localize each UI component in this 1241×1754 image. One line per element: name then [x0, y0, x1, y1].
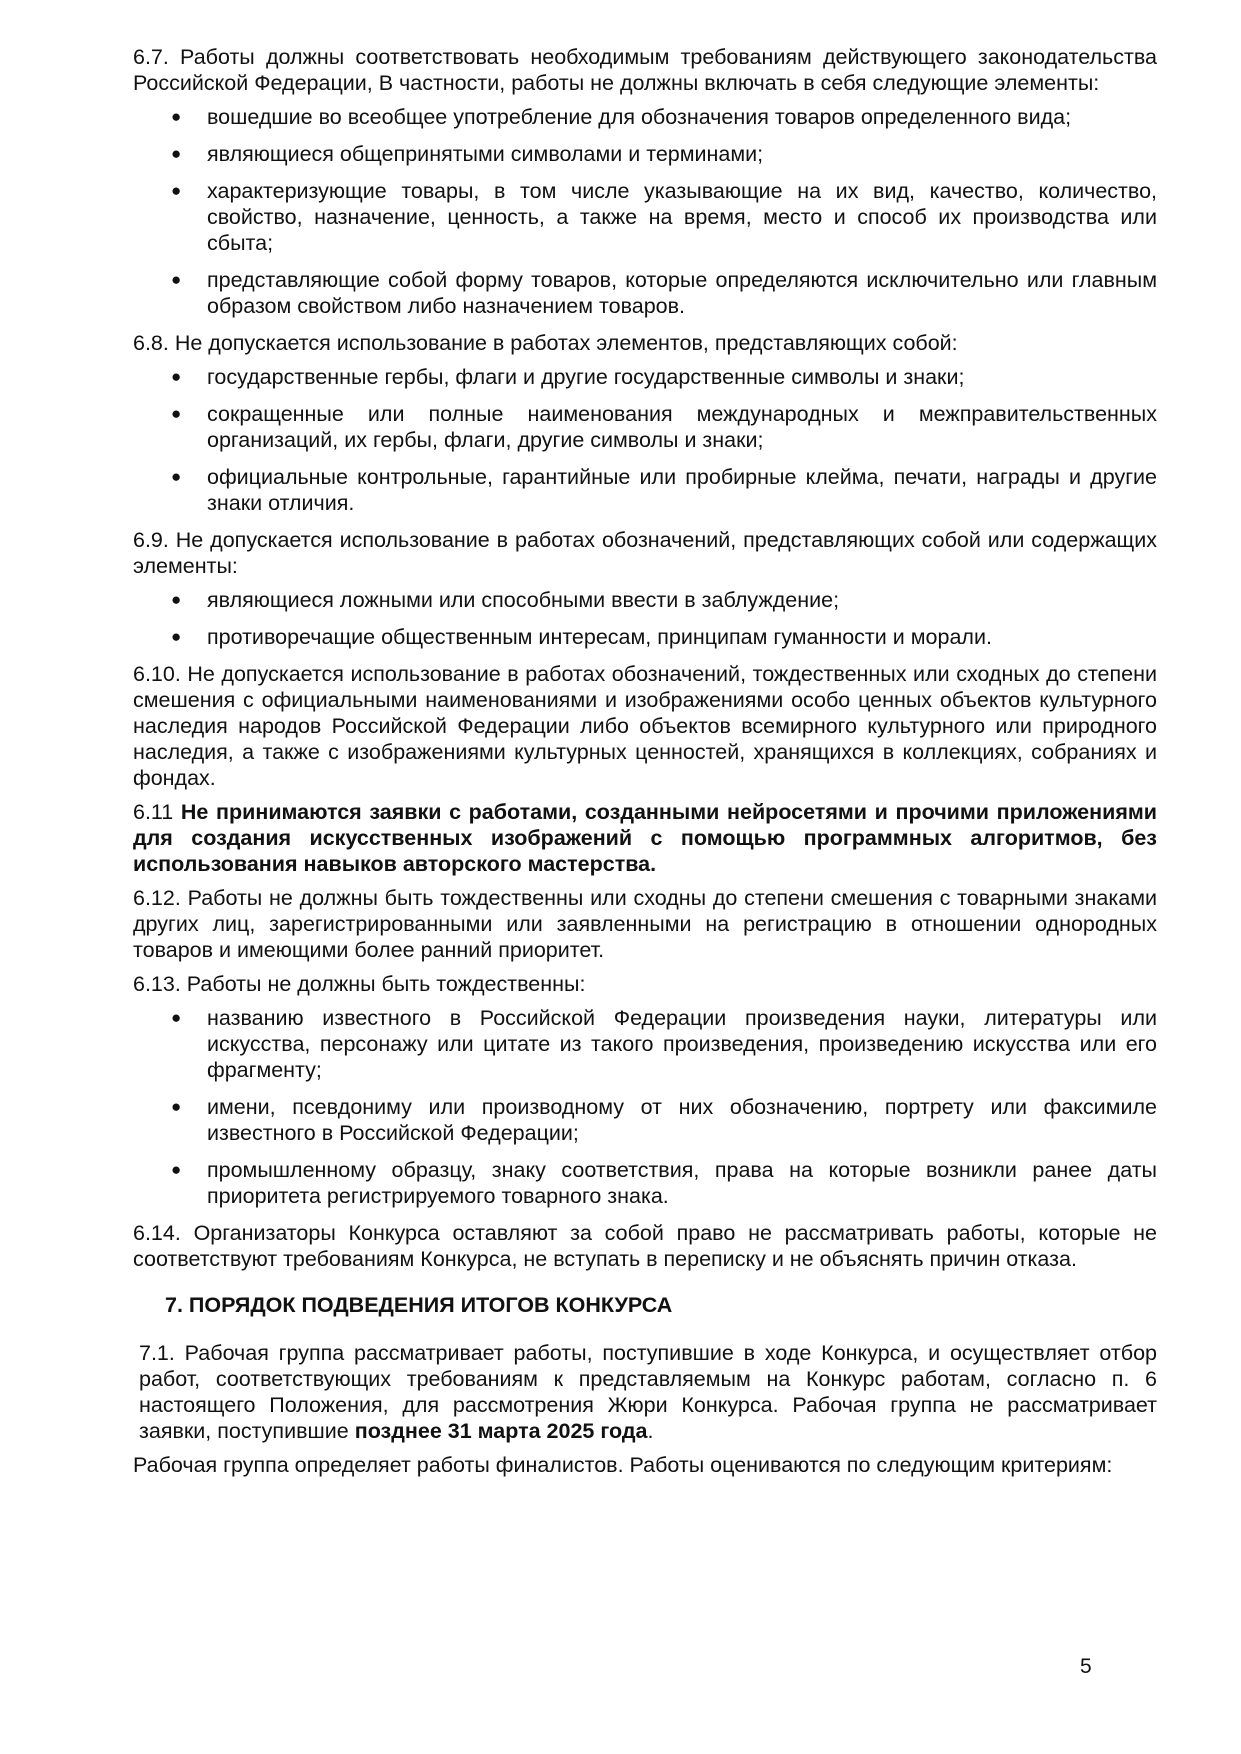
paragraph-criteria-intro: Рабочая группа определяет работы финалистов. Работы оцениваются по следующим критериям:	[133, 1453, 1113, 1477]
list-item	[133, 624, 1157, 650]
paragraph-6-14: 6.14. Организаторы Конкурса оставляют за собой право не рассматривать работы, которые не соответствуют требованиям Конкурса, не вступать в переписку и не объяснять причин отказа.	[133, 1221, 1157, 1271]
bullet-icon: ●	[171, 404, 182, 423]
list-item-text: государственные гербы, флаги и другие государственные символы и знаки;	[207, 365, 965, 389]
paragraph-6-11	[133, 799, 1157, 877]
bullet-icon: ●	[171, 1097, 182, 1116]
list-item	[133, 178, 1157, 256]
list-6-13	[133, 1005, 1157, 1209]
bullet-icon: ●	[171, 144, 182, 163]
bullet-icon: ●	[171, 270, 182, 289]
bullet-icon: ●	[171, 107, 182, 126]
paragraph-7-1	[133, 1340, 1157, 1444]
paragraph-number: 6.11	[133, 800, 174, 824]
list-item	[133, 464, 1157, 516]
list-item	[133, 141, 1157, 167]
bullet-icon: ●	[171, 1160, 182, 1179]
bullet-icon: ●	[171, 590, 182, 609]
paragraph-text-end: .	[647, 1419, 654, 1443]
list-item-text: официальные контрольные, гарантийные или пробирные клейма, печати, награды и другие знаки отличия.	[207, 465, 1157, 515]
list-item	[133, 1157, 1157, 1209]
list-item-text: названию известного в Российской Федерации произведения науки, литературы или искусства, персонажу или цитате из такого произведения, произведению искусства или его фрагменту;	[207, 1006, 1157, 1082]
paragraph-6-10: 6.10. Не допускается использование в работах обозначений, тождественных или сходных до степени смешения с официальными наименованиями и изображениями особо ценных объектов культурного наследия народов Российской Федерации либо объектов всемирного культурного или природного наследия, а также с изображениями культурных ценностей, хранящихся в коллекциях, собраниях и фондах.	[133, 662, 1157, 790]
paragraph-6-13: 6.13. Работы не должны быть тождественны:	[133, 972, 586, 996]
list-item-text: являющиеся общепринятыми символами и терминами;	[207, 142, 764, 166]
list-6-7	[133, 104, 1157, 319]
paragraph-6-9: 6.9. Не допускается использование в работах обозначений, представляющих собой или содержащих элементы:	[133, 528, 1157, 578]
section-7-heading: 7. ПОРЯДОК ПОДВЕДЕНИЯ ИТОГОВ КОНКУРСА	[165, 1293, 673, 1317]
bullet-icon: ●	[171, 1008, 182, 1027]
list-item-text: являющиеся ложными или способными ввести в заблуждение;	[207, 588, 840, 612]
paragraph-text: 7.1. Рабочая группа рассматривает работы, поступившие в ходе Конкурса, и осуществляет отбор работ, соответствующих требованиям к представляемым на Конкурс работам, согласно п. 6 настоящего Положения, для рассмотрения Жюри Конкурса. Рабочая группа не рассматривает заявки, поступившие	[139, 1341, 1157, 1443]
list-item-text: представляющие собой форму товаров, которые определяются исключительно или главным образом свойством либо назначением товаров.	[207, 268, 1157, 318]
list-item-text: промышленному образцу, знаку соответствия, права на которые возникли ранее даты приоритета регистрируемого товарного знака.	[207, 1158, 1157, 1208]
list-item-text: сокращенные или полные наименования международных и межправительственных организаций, их гербы, флаги, другие символы и знаки;	[207, 402, 1157, 452]
bullet-icon: ●	[171, 181, 182, 200]
list-item-text: противоречащие общественным интересам, принципам гуманности и морали.	[207, 625, 992, 649]
paragraph-6-12: 6.12. Работы не должны быть тождественны или сходны до степени смешения с товарными знаками других лиц, зарегистрированными или заявленными на регистрацию в отношении однородных товаров и имеющими более ранний приоритет.	[133, 886, 1157, 962]
list-6-8	[133, 364, 1157, 516]
list-item-text: вошедшие во всеобщее употребление для обозначения товаров определенного вида;	[207, 105, 1072, 129]
list-6-9	[133, 587, 1157, 650]
list-item-text: имени, псевдониму или производному от них обозначению, портрету или факсимиле известного в Российской Федерации;	[207, 1095, 1157, 1145]
list-item-text: характеризующие товары, в том числе указывающие на их вид, качество, количество, свойство, назначение, ценность, а также на время, место и способ их производства или сбыта;	[207, 179, 1157, 255]
list-item	[133, 587, 1157, 613]
bullet-icon: ●	[171, 367, 182, 386]
bold-statement: Не принимаются заявки с работами, созданными нейросетями и прочими приложениями для создания искусственных изображений с помощью программных алгоритмов, без использования навыков авторского мастерства.	[133, 800, 1157, 876]
list-item	[133, 267, 1157, 319]
bullet-icon: ●	[171, 627, 182, 646]
page-number: 5	[1080, 1655, 1092, 1678]
list-item	[133, 104, 1157, 130]
document-page	[133, 44, 1157, 1486]
list-item	[133, 1094, 1157, 1146]
paragraph-6-8: 6.8. Не допускается использование в работах элементов, представляющих собой:	[133, 331, 958, 355]
list-item	[133, 1005, 1157, 1083]
bullet-icon: ●	[171, 467, 182, 486]
list-item	[133, 401, 1157, 453]
deadline-date: позднее 31 марта 2025 года	[354, 1419, 648, 1443]
paragraph-6-7: 6.7. Работы должны соответствовать необходимым требованиям действующего законодательства Российской Федерации, В частности, работы не должны включать в себя следующие элементы:	[133, 45, 1157, 95]
list-item	[133, 364, 1157, 390]
